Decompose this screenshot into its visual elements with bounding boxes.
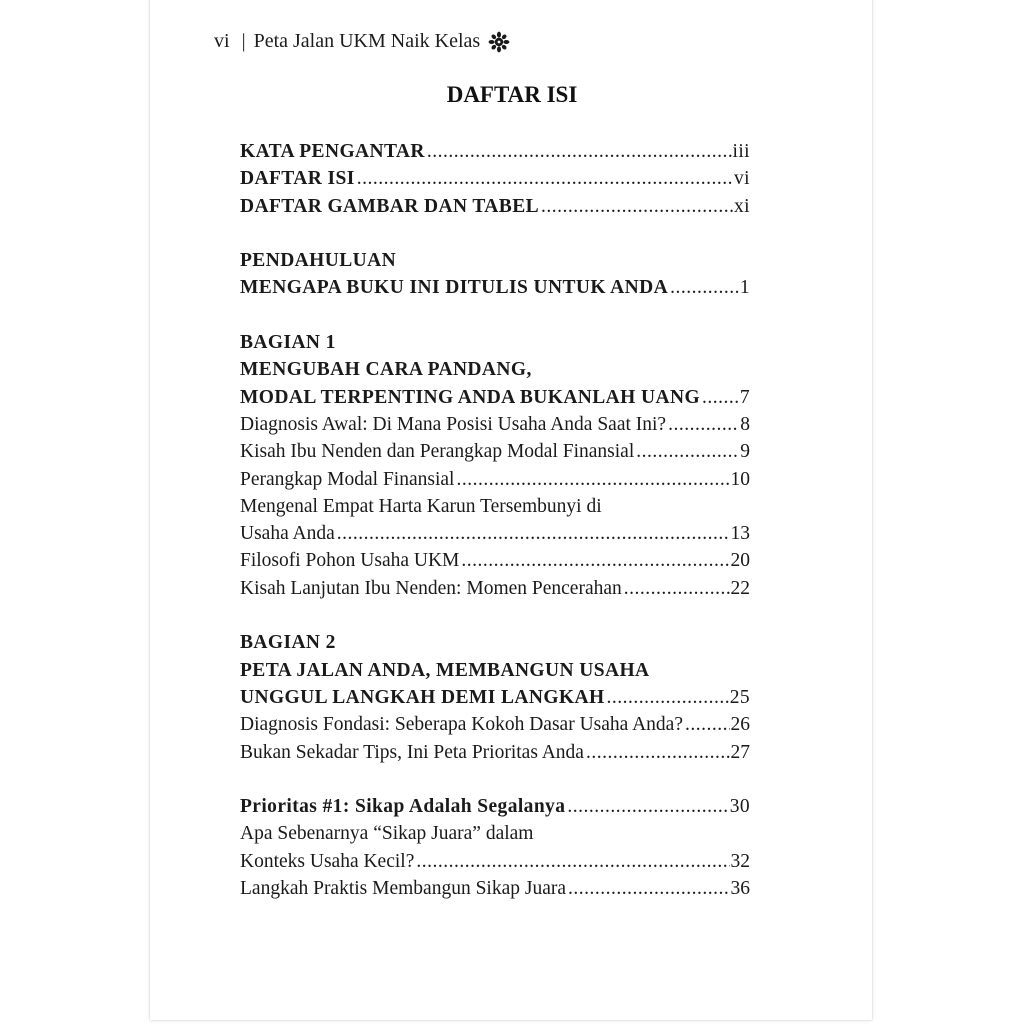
- dot-leader: [670, 274, 739, 301]
- toc-entry-continued: [240, 493, 750, 520]
- toc-entry: [240, 711, 750, 738]
- toc-entry-page: 32: [730, 850, 750, 872]
- toc-entry-title: DAFTAR ISI: [240, 168, 355, 190]
- toc-entry-page: 25: [729, 686, 750, 708]
- toc-entry-title: Prioritas #1: Sikap Adalah Segalanya: [240, 796, 566, 818]
- toc-entry: [240, 575, 750, 602]
- toc-entry-page: iii: [732, 141, 750, 162]
- toc-entry: [240, 274, 750, 301]
- toc-section-label: [240, 247, 750, 274]
- spacer: [240, 302, 750, 329]
- toc-entry: [240, 193, 750, 220]
- toc-entry-title: Diagnosis Fondasi: Seberapa Kokoh Dasar Usaha Anda?: [240, 714, 683, 736]
- toc-entry: [240, 138, 750, 165]
- toc-entry-page: vi: [734, 168, 750, 190]
- running-head-book-title: Peta Jalan UKM Naik Kelas: [253, 30, 481, 52]
- dot-leader: [636, 438, 739, 465]
- toc-section-label: [240, 329, 750, 356]
- toc-entry-title: Perangkap Modal Finansial: [240, 468, 455, 490]
- toc-entry-title: Filosofi Pohon Usaha UKM: [240, 550, 460, 572]
- toc-entry-page: 10: [730, 468, 750, 490]
- toc-entry-title: BAGIAN 1: [240, 332, 336, 354]
- toc-entry-title: Mengenal Empat Harta Karun Tersembunyi di: [240, 495, 602, 517]
- flower-ornament-icon: [488, 31, 510, 53]
- toc-entry-title: Bukan Sekadar Tips, Ini Peta Prioritas Anda: [240, 741, 584, 763]
- dot-leader: [541, 193, 733, 220]
- toc-entry: [240, 384, 750, 411]
- toc-entry-title: UNGGUL LANGKAH DEMI LANGKAH: [240, 686, 605, 708]
- toc-entry-page: 9: [740, 441, 750, 463]
- toc-entry-page: 27: [730, 741, 750, 763]
- toc-entry: [240, 547, 750, 574]
- toc-entry-page: 8: [740, 413, 750, 435]
- toc-entry: [240, 520, 750, 547]
- toc-section-title: [240, 356, 750, 383]
- toc-entry: [240, 848, 750, 875]
- toc-entry-page: 20: [730, 550, 750, 572]
- toc-entry: [240, 684, 750, 711]
- toc-entry-title: Langkah Praktis Membangun Sikap Juara: [240, 878, 567, 900]
- dot-leader: [607, 684, 729, 711]
- dot-leader: [337, 520, 730, 547]
- toc-entry-title: MENGUBAH CARA PANDANG,: [240, 359, 532, 381]
- toc-entry: [240, 793, 750, 820]
- dot-leader: [357, 165, 733, 192]
- running-head-separator: |: [241, 30, 246, 52]
- running-head-page-number: vi: [214, 30, 230, 52]
- spacer: [240, 602, 750, 629]
- dot-leader: [685, 711, 730, 738]
- toc-entry-title: Konteks Usaha Kecil?: [240, 850, 415, 872]
- toc-entry: [240, 165, 750, 192]
- toc-entry-page: xi: [734, 195, 750, 217]
- dot-leader: [568, 875, 729, 902]
- toc-section-title: [240, 657, 750, 684]
- toc-entry-page: 22: [730, 577, 750, 599]
- toc-entry-page: 13: [730, 523, 750, 545]
- toc-entry: [240, 739, 750, 766]
- toc-entry-title: Usaha Anda: [240, 523, 335, 545]
- toc-entry-title: Diagnosis Awal: Di Mana Posisi Usaha Anda Saat Ini?: [240, 413, 667, 435]
- running-head: [214, 30, 510, 53]
- toc-entry-page: 1: [739, 277, 750, 299]
- toc-entry-title: Apa Sebenarnya “Sikap Juara” dalam: [240, 823, 534, 845]
- toc-entry-title: DAFTAR GAMBAR DAN TABEL: [240, 195, 540, 217]
- toc-entry-page: 26: [730, 714, 750, 736]
- toc-entry: [240, 411, 750, 438]
- toc-entry-title: KATA PENGANTAR: [240, 141, 425, 162]
- dot-leader: [586, 739, 730, 766]
- toc-entry-title: MENGAPA BUKU INI DITULIS UNTUK ANDA: [240, 277, 669, 299]
- toc-heading: DAFTAR ISI: [446, 82, 578, 107]
- toc-section-label: [240, 629, 750, 656]
- dot-leader: [702, 384, 739, 411]
- toc-entry: [240, 875, 750, 902]
- toc-entry-page: 36: [730, 878, 750, 900]
- toc-entry-title: Kisah Ibu Nenden dan Perangkap Modal Finansial: [240, 441, 635, 463]
- toc-entry: [240, 466, 750, 493]
- toc-entry-continued: [240, 820, 750, 847]
- toc-entry-title: Kisah Lanjutan Ibu Nenden: Momen Pencerahan: [240, 577, 622, 599]
- dot-leader: [624, 575, 730, 602]
- toc-entry: [240, 438, 750, 465]
- dot-leader: [427, 138, 732, 165]
- toc-entry-page: 7: [739, 386, 750, 408]
- spacer: [240, 766, 750, 793]
- dot-leader: [668, 411, 739, 438]
- dot-leader: [416, 848, 729, 875]
- toc-entry-title: MODAL TERPENTING ANDA BUKANLAH UANG: [240, 386, 701, 408]
- toc-entry-page: 30: [729, 796, 750, 818]
- toc-entry-title: BAGIAN 2: [240, 632, 336, 654]
- dot-leader: [456, 466, 729, 493]
- dot-leader: [567, 793, 728, 820]
- toc-entry-title: PENDAHULUAN: [240, 250, 397, 272]
- dot-leader: [461, 547, 729, 574]
- spacer: [240, 220, 750, 247]
- table-of-contents: [240, 138, 750, 902]
- toc-entry-title: PETA JALAN ANDA, MEMBANGUN USAHA: [240, 659, 650, 681]
